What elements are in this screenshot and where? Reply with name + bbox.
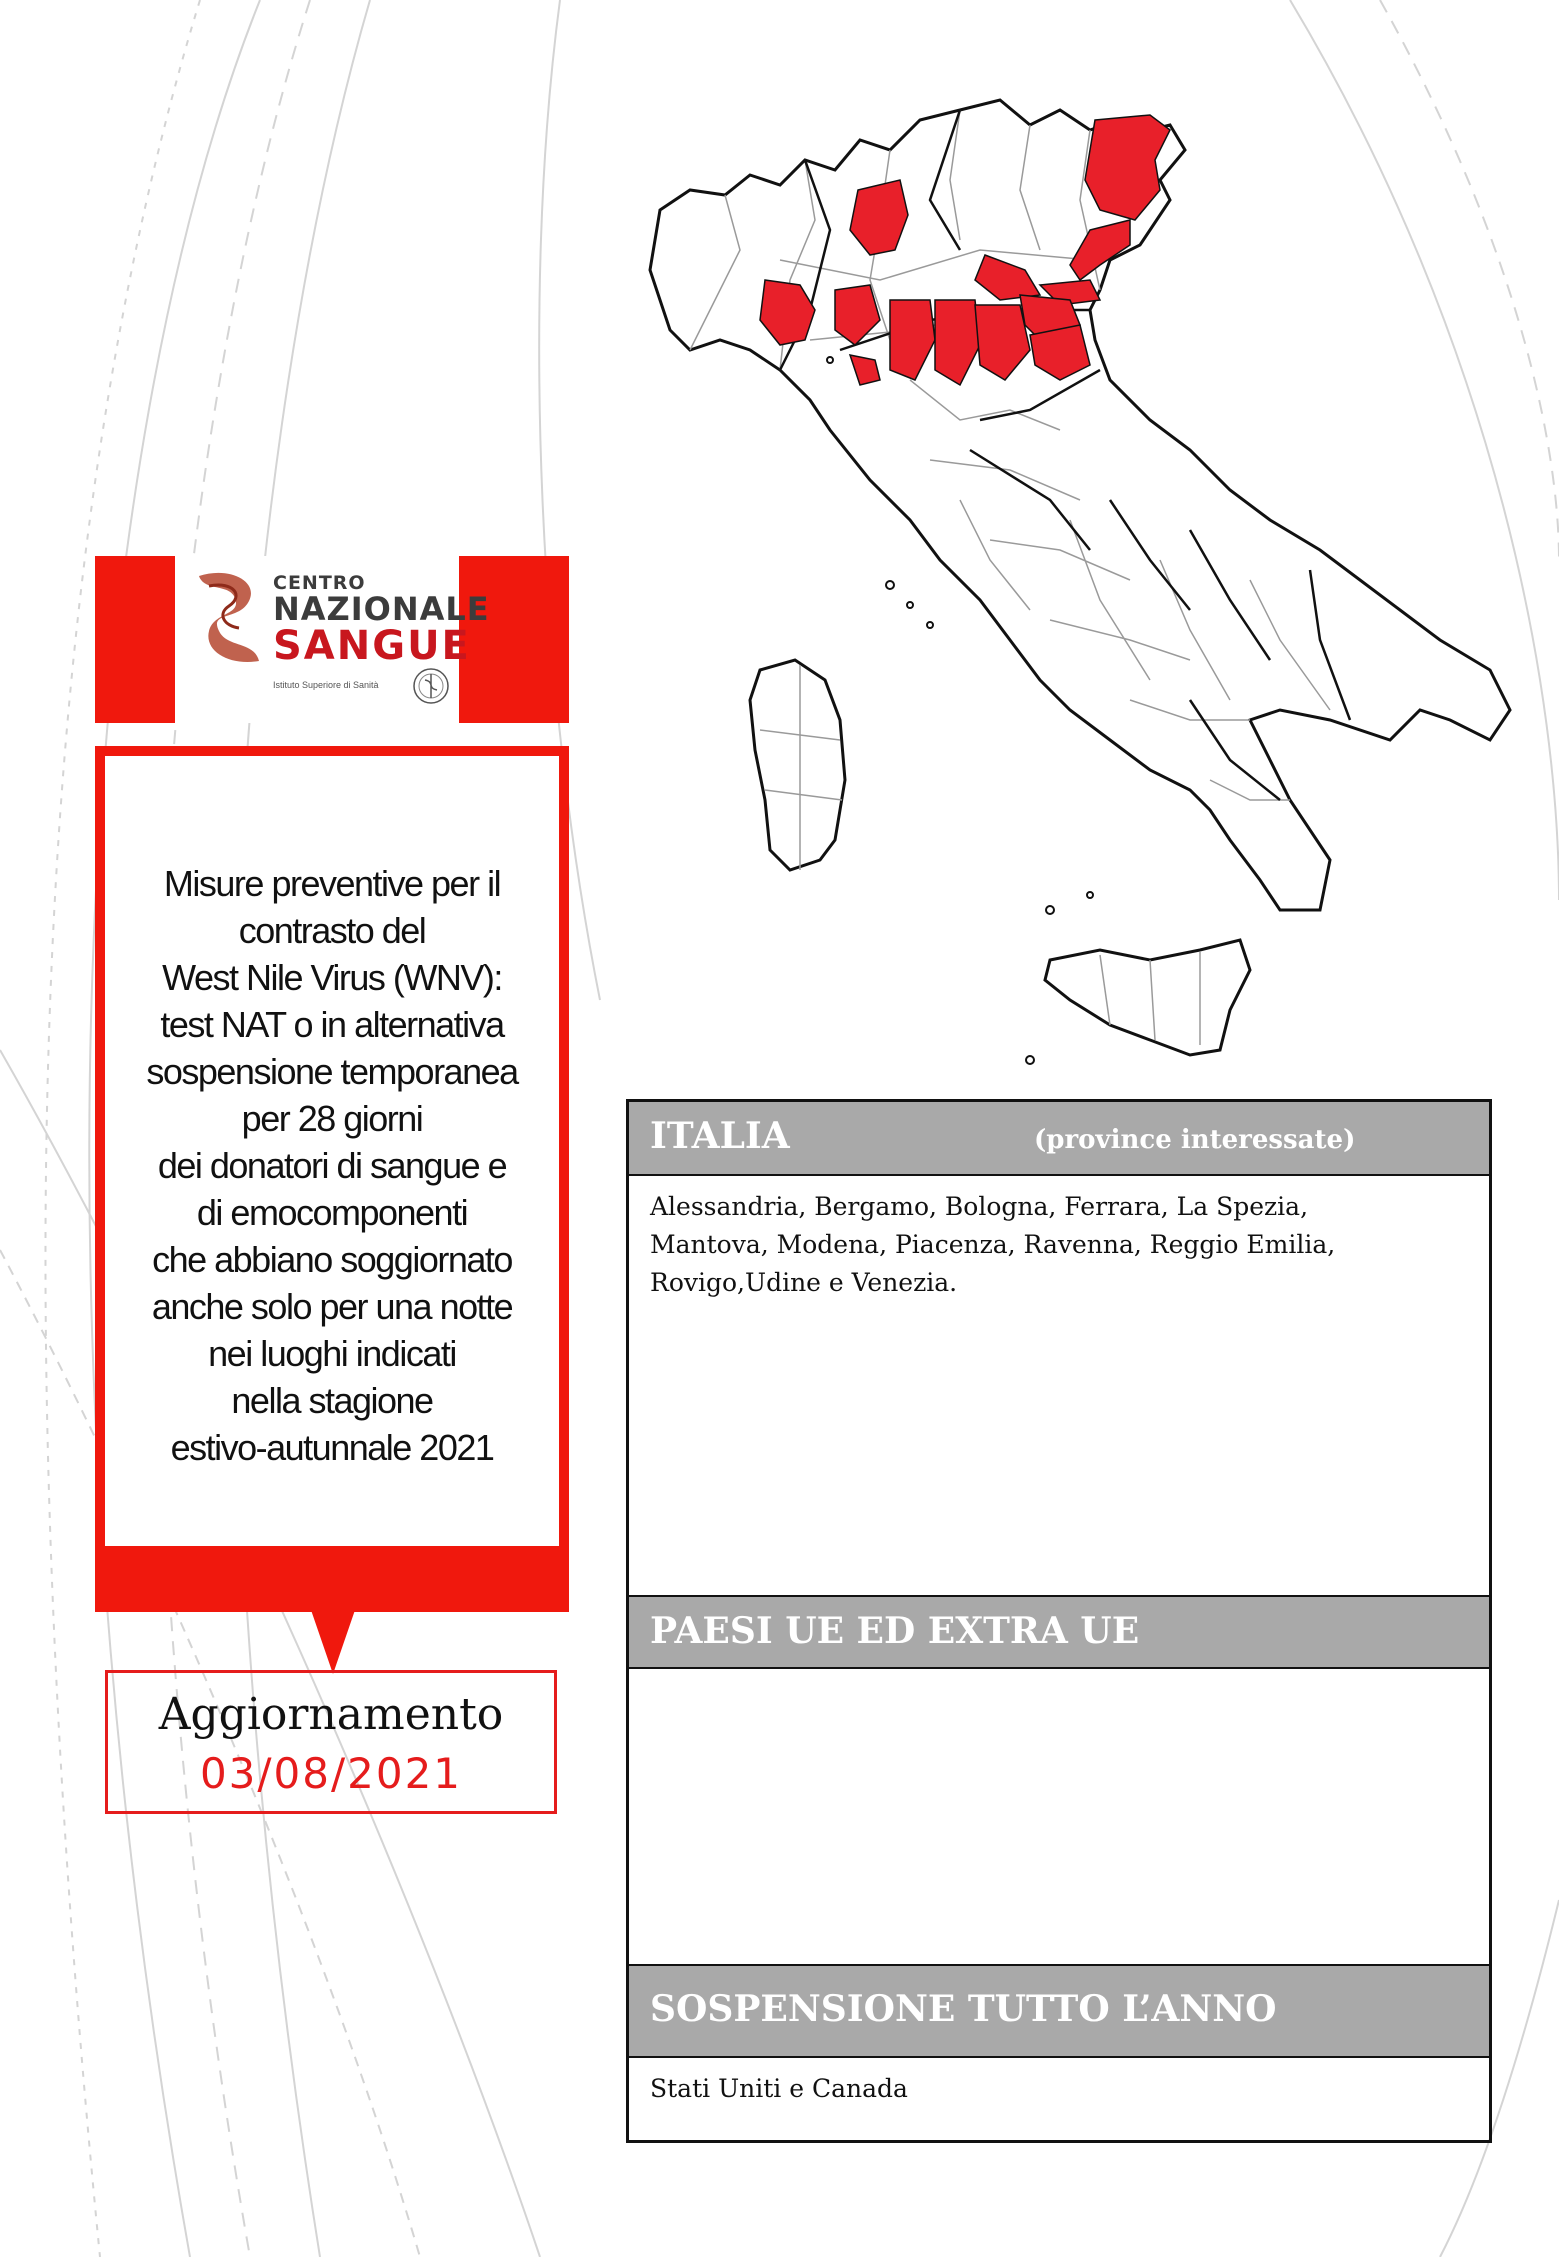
province-list-line: Rovigo,Udine e Venezia. (650, 1268, 958, 1297)
message-line: sospensione temporanea (146, 1051, 518, 1092)
section-header-paesi (629, 1595, 1489, 1669)
province-list-line: Alessandria, Bergamo, Bologna, Ferrara, La Spezia, (650, 1192, 1309, 1221)
message-line: anche solo per una notte (151, 1286, 513, 1327)
message-box (95, 746, 569, 1612)
message-line: nella stagione (231, 1380, 433, 1421)
section-header-italia (629, 1102, 1489, 1176)
logo-centro: CENTRO (273, 572, 366, 594)
section-subtitle: (province interessate) (1034, 1125, 1356, 1155)
message-line: Misure preventive per il (163, 863, 501, 904)
section-header-sospensione (629, 1964, 1489, 2058)
country-list-line: Stati Uniti e Canada (650, 2074, 908, 2103)
message-line: per 28 giorni (241, 1098, 423, 1139)
blood-drop-logo-icon (189, 566, 267, 666)
message-line: contrasto del (238, 910, 426, 951)
message-line: test NAT o in alternativa (160, 1004, 504, 1045)
suspension-table (626, 1099, 1492, 2143)
section-title: PAESI UE ED EXTRA UE (650, 1610, 1140, 1652)
section-body-italia (650, 1188, 1449, 1302)
section-title: ITALIA (650, 1115, 790, 1157)
update-label: Aggiornamento (158, 1689, 504, 1740)
logo-panel (95, 556, 569, 723)
update-box (105, 1670, 557, 1814)
cns-logo (175, 556, 490, 723)
logo-nazionale: NAZIONALE (273, 590, 490, 628)
iss-seal-icon (411, 666, 451, 706)
sardinia (750, 660, 845, 870)
message-line: nei luoghi indicati (208, 1333, 456, 1374)
message-line: West Nile Virus (WNV): (162, 957, 502, 998)
message-text (105, 860, 559, 1471)
message-line: di emocomponenti (196, 1192, 468, 1233)
section-body-sospensione (650, 2070, 1449, 2108)
logo-sangue: SANGUE (273, 623, 471, 669)
italy-map (630, 80, 1520, 1080)
section-title: SOSPENSIONE TUTTO L’ANNO (650, 1988, 1277, 2030)
message-line: dei donatori di sangue e (157, 1145, 507, 1186)
province-list-line: Mantova, Modena, Piacenza, Ravenna, Reggio Emilia, (650, 1230, 1336, 1259)
sicily (1045, 940, 1250, 1055)
callout-pointer (311, 1610, 355, 1674)
message-line: che abbiano soggiornato (152, 1239, 512, 1280)
message-line: estivo-autunnale 2021 (170, 1427, 494, 1468)
update-date: 03/08/2021 (199, 1749, 463, 1798)
logo-institute: Istituto Superiore di Sanità (273, 680, 379, 690)
message-inner (105, 756, 559, 1546)
